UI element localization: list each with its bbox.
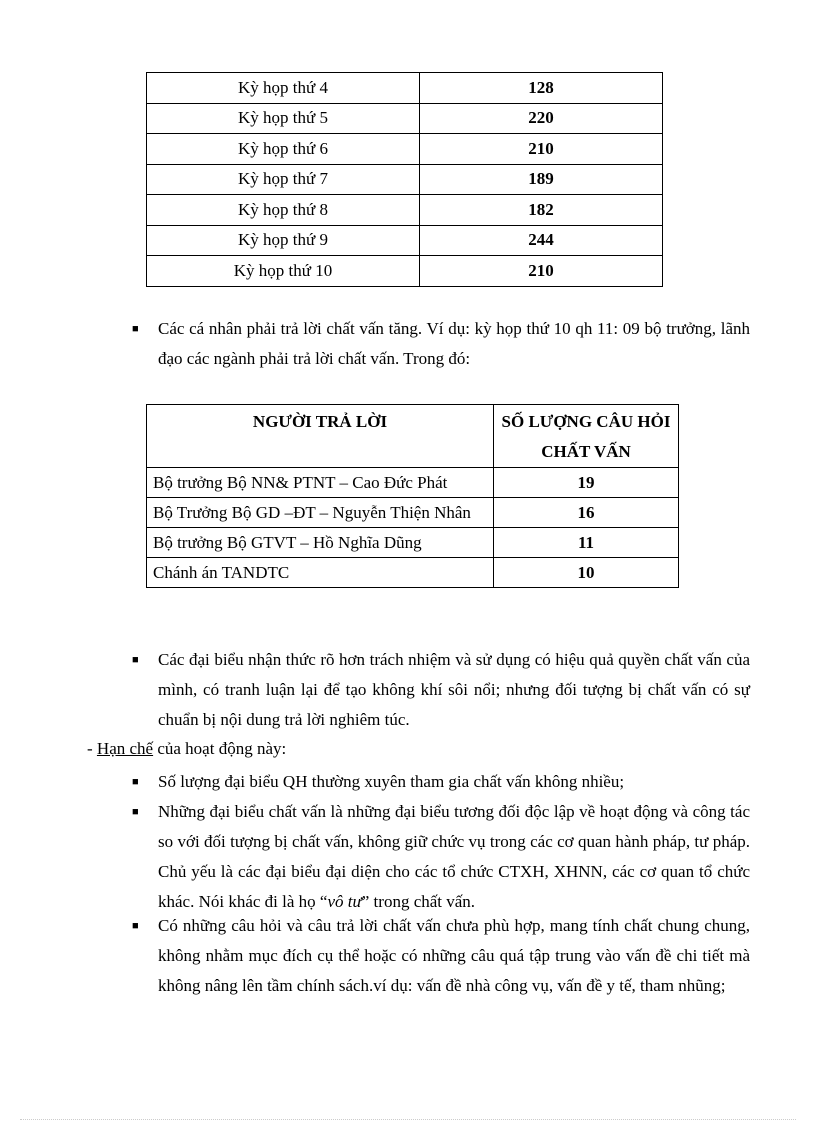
session-label: Kỳ họp thứ 7 (147, 164, 420, 195)
table-row (147, 558, 679, 588)
session-label: Kỳ họp thứ 9 (147, 225, 420, 256)
table-row (147, 195, 663, 226)
respondent-name: Chánh án TANDTC (147, 558, 494, 588)
table-row (147, 164, 663, 195)
paragraph-text: Các cá nhân phải trả lời chất vấn tăng. Ví dụ: kỳ họp thứ 10 qh 11: 09 bộ trưởng, lãnh đạo các ngành phải trả lời chất vấn. Trong đó: (158, 319, 750, 368)
question-count: 182 (420, 195, 663, 226)
respondent-name: Bộ trưởng Bộ GTVT – Hồ Nghĩa Dũng (147, 528, 494, 558)
heading-rest: của hoạt động này: (153, 739, 287, 758)
table-row (147, 528, 679, 558)
question-count: 128 (420, 73, 663, 104)
square-bullet-icon: ■ (132, 323, 139, 335)
page-bottom-divider (20, 1119, 796, 1120)
session-label: Kỳ họp thứ 6 (147, 134, 420, 165)
paragraph-text (158, 797, 750, 917)
paragraph-text: Số lượng đại biểu QH thường xuyên tham gia chất vấn không nhiều; (158, 772, 625, 791)
limitations-heading (87, 735, 286, 763)
question-count: 220 (420, 103, 663, 134)
session-label: Kỳ họp thứ 5 (147, 103, 420, 134)
paragraph-main: Những đại biểu chất vấn là những đại biểu tương đối độc lập về hoạt động và công tác so với đối tượng bị chất vấn, không giữ chức vụ trong các cơ quan hành pháp, tư pháp. Chủ yếu là các đại biểu đại diện cho các tổ chức CTXH, XHNN, các cơ quan tổ chức khác. Nói khác đi là họ “ (158, 802, 750, 911)
bullet-paragraph-question-quality (132, 911, 750, 1001)
paragraph-text: Có những câu hỏi và câu trả lời chất vấn chưa phù hợp, mang tính chất chung chung, không nhằm mục đích cụ thể hoặc có những câu quá tập trung vào vấn đề chi tiết mà không nâng lên tầm chính sách.ví dụ: vấn đề nhà công vụ, vấn đề y tế, tham nhũng; (158, 916, 750, 995)
question-count: 10 (494, 558, 679, 588)
bullet-paragraph-awareness (132, 645, 750, 735)
question-count: 11 (494, 528, 679, 558)
heading-dash: - (87, 739, 97, 758)
paragraph-text: Các đại biểu nhận thức rõ hơn trách nhiệm và sử dụng có hiệu quả quyền chất vấn của mình, có tranh luận lại để tạo không khí sôi nổi; nhưng đối tượng bị chất vấn có sự chuẩn bị nội dung trả lời nghiêm túc. (158, 650, 750, 729)
sessions-table (146, 72, 663, 287)
table-row (147, 498, 679, 528)
question-count: 16 (494, 498, 679, 528)
square-bullet-icon: ■ (132, 654, 139, 666)
question-count: 210 (420, 134, 663, 165)
session-label: Kỳ họp thứ 8 (147, 195, 420, 226)
table-row (147, 468, 679, 498)
table-row (147, 256, 663, 287)
header-question-count: SỐ LƯỢNG CÂU HỎI CHẤT VẤN (494, 405, 679, 468)
question-count: 244 (420, 225, 663, 256)
question-count: 189 (420, 164, 663, 195)
square-bullet-icon: ■ (132, 776, 139, 788)
table-row (147, 73, 663, 104)
table-row (147, 225, 663, 256)
session-label: Kỳ họp thứ 10 (147, 256, 420, 287)
session-label: Kỳ họp thứ 4 (147, 73, 420, 104)
paragraph-italic: vô tư (327, 892, 362, 911)
header-respondent: NGƯỜI TRẢ LỜI (147, 405, 494, 468)
bullet-paragraph-independence (132, 797, 750, 917)
bullet-paragraph-participation (132, 767, 750, 797)
table-header-row (147, 405, 679, 468)
table-row (147, 134, 663, 165)
question-count: 210 (420, 256, 663, 287)
square-bullet-icon: ■ (132, 920, 139, 932)
table-row (147, 103, 663, 134)
respondent-name: Bộ trưởng Bộ NN& PTNT – Cao Đức Phát (147, 468, 494, 498)
square-bullet-icon: ■ (132, 806, 139, 818)
paragraph-tail: ” trong chất vấn. (361, 892, 476, 911)
question-count: 19 (494, 468, 679, 498)
respondent-name: Bộ Trưởng Bộ GD –ĐT – Nguyễn Thiện Nhân (147, 498, 494, 528)
heading-underlined: Hạn chế (96, 739, 154, 758)
bullet-paragraph-respondents (132, 314, 750, 374)
respondents-table (146, 404, 679, 588)
